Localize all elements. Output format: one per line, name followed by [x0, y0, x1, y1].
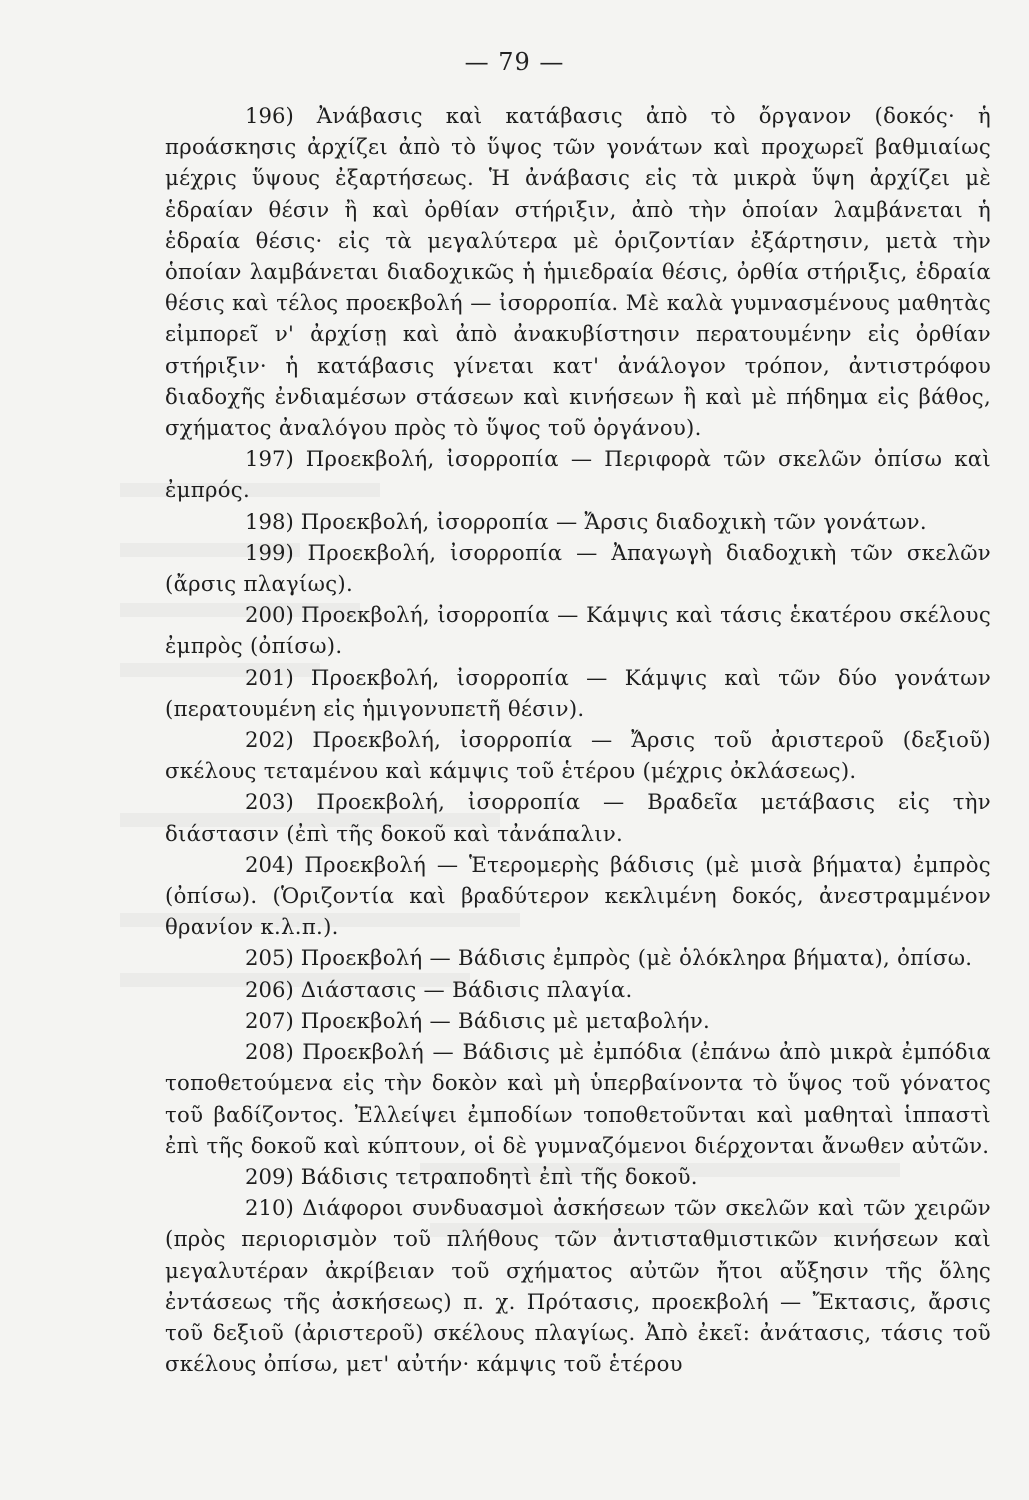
- item-number: 209): [245, 1163, 294, 1189]
- item-text: Ἀνάβασις καὶ κατάβασις ἀπὸ τὸ ὄργανον (δοκός· ἡ προάσκησις ἀρχίζει ἀπὸ τὸ ὕψος τῶν γονάτων καὶ προχωρεῖ βαθμιαίως μέχρις ὕψους ἐξαρτήσεως. Ἡ ἀνάβασις εἰς τὰ μικρὰ ὕψη ἀρχίζει μὲ ἑδραίαν θέσιν ἢ καὶ ὀρθίαν στήριξιν, ἀπὸ τὴν ὁποίαν λαμβάνεται ἡ ἑδραία θέσις· εἰς τὰ μεγαλύτερα μὲ ὁριζοντίαν ἐξάρτησιν, μετὰ τὴν ὁποίαν λαμβάνεται διαδοχικῶς ἡ ἡμιεδραία θέσις, ὀρθία στήριξις, ἑδραία θέσις καὶ τέλος προεκβολή — ἰσορροπία. Μὲ καλὰ γυμνασμένους μαθητὰς εἰμπορεῖ ν' ἀρχίσῃ καὶ ἀπὸ ἀνακυβίστησιν περατουμένην εἰς ὀρθίαν στήριξιν· ἡ κατάβασις γίνεται κατ' ἀνάλογον τρόπον, ἀντιστρόφου διαδοχῆς ἐνδιαμέσων στάσεων καὶ κινήσεων ἢ καὶ μὲ πήδημα εἰς βάθος, σχήματος ἀναλόγου πρὸς τὸ ὕψος τοῦ ὀργάνου).: [165, 103, 991, 441]
- paragraph-199: [165, 537, 991, 599]
- paragraph-203: [165, 786, 991, 848]
- item-number: 208): [245, 1039, 294, 1065]
- item-text: Διάστασις — Βάδισις πλαγία.: [300, 976, 633, 1002]
- item-number: 207): [245, 1007, 294, 1033]
- item-text: Προεκβολή, ἰσορροπία — Κάμψις καὶ τάσις ἑκατέρου σκέλους ἐμπρὸς (ὀπίσω).: [165, 602, 991, 659]
- item-text: Προεκβολή — Βάδισις ἐμπρὸς (μὲ ὁλόκληρα βήματα), ὀπίσω.: [300, 945, 973, 971]
- item-number: 200): [245, 602, 294, 628]
- item-number: 205): [245, 945, 294, 971]
- paragraph-198: [165, 506, 991, 537]
- item-number: 201): [245, 664, 294, 690]
- paragraph-209: [165, 1161, 991, 1192]
- paragraph-205: [165, 942, 991, 973]
- item-number: 202): [245, 727, 294, 753]
- item-text: Προεκβολή, ἰσορροπία — Κάμψις καὶ τῶν δύο γονάτων (περατουμένη εἰς ἡμιγονυπετῆ θέσιν).: [165, 664, 991, 721]
- paragraph-197: [165, 443, 991, 505]
- item-text: Προεκβολή — Βάδισις μὲ μεταβολήν.: [300, 1007, 711, 1033]
- page-number-header: — 79 —: [464, 48, 565, 76]
- paragraph-204: [165, 849, 991, 943]
- item-number: 206): [245, 976, 294, 1002]
- paragraph-210: [165, 1192, 991, 1379]
- paragraph-196: [165, 100, 991, 443]
- item-number: 204): [245, 851, 294, 877]
- paragraph-202: [165, 724, 991, 786]
- item-number: 198): [245, 508, 294, 534]
- item-text: Προεκβολή — Βάδισις μὲ ἐμπόδια (ἐπάνω ἀπὸ μικρὰ ἐμπόδια τοποθετούμενα εἰς τὴν δοκὸν καὶ μὴ ὑπερβαίνοντα τὸ ὕψος τοῦ γόνατος τοῦ βαδίζοντος. Ἐλλείψει ἐμποδίων τοποθετοῦνται καὶ μαθηταὶ ἱππαστὶ ἐπὶ τῆς δοκοῦ καὶ κύπτουν, οἱ δὲ γυμναζόμενοι διέρχονται ἄνωθεν αὐτῶν.: [165, 1039, 991, 1158]
- item-text: Προεκβολή, ἰσορροπία — Βραδεῖα μετάβασις εἰς τὴν διάστασιν (ἐπὶ τῆς δοκοῦ καὶ τἀνάπαλιν.: [165, 789, 991, 846]
- item-text: Προεκβολή, ἰσορροπία — Ἄρσις τοῦ ἀριστεροῦ (δεξιοῦ) σκέλους τεταμένου καὶ κάμψις τοῦ ἑτέρου (μέχρις ὀκλάσεως).: [165, 727, 991, 784]
- item-text: Προεκβολή, ἰσορροπία — Ἀπαγωγὴ διαδοχικὴ τῶν σκελῶν (ἄρσις πλαγίως).: [165, 539, 991, 597]
- paragraph-201: [165, 662, 991, 724]
- item-number: 197): [245, 446, 294, 472]
- paragraph-206: [165, 974, 991, 1005]
- paragraph-208: [165, 1036, 991, 1161]
- body-text: [165, 100, 991, 1379]
- item-number: 199): [245, 539, 294, 565]
- item-number: 196): [245, 103, 294, 128]
- item-text: Προεκβολή, ἰσορροπία — Ἄρσις διαδοχικὴ τῶν γονάτων.: [300, 508, 927, 534]
- item-number: 210): [245, 1195, 294, 1221]
- item-text: Προεκβολή — Ἑτερομερὴς βάδισις (μὲ μισὰ βήματα) ἐμπρὸς (ὀπίσω). (Ὁριζοντία καὶ βραδύτερον κεκλιμένη δοκός, ἀνεστραμμένον θρανίον κ.λ.π.).: [165, 851, 991, 940]
- item-text: Προεκβολή, ἰσορροπία — Περιφορὰ τῶν σκελῶν ὀπίσω καὶ ἐμπρός.: [165, 446, 991, 503]
- item-text: Βάδισις τετραποδητὶ ἐπὶ τῆς δοκοῦ.: [300, 1163, 698, 1189]
- item-text: Διάφοροι συνδυασμοὶ ἀσκήσεων τῶν σκελῶν καὶ τῶν χειρῶν (πρὸς περιορισμὸν τοῦ πλήθους τῶν ἀντισταθμιστικῶν κινήσεων καὶ μεγαλυτέραν ἀκρίβειαν τοῦ σχήματος αὐτῶν ἤτοι αὔξησιν τῆς ὅλης ἐντάσεως τῆς ἀσκήσεως) π. χ. Πρότασις, προεκβολή — Ἔκτασις, ἄρσις τοῦ δεξιοῦ (ἀριστεροῦ) σκέλους πλαγίως. Ἀπὸ ἐκεῖ: ἀνάτασις, τάσις τοῦ σκέλους ὀπίσω, μετ' αὐτήν· κάμψις τοῦ ἑτέρου: [165, 1195, 991, 1377]
- paragraph-207: [165, 1005, 991, 1036]
- item-number: 203): [245, 789, 294, 815]
- paragraph-200: [165, 599, 991, 661]
